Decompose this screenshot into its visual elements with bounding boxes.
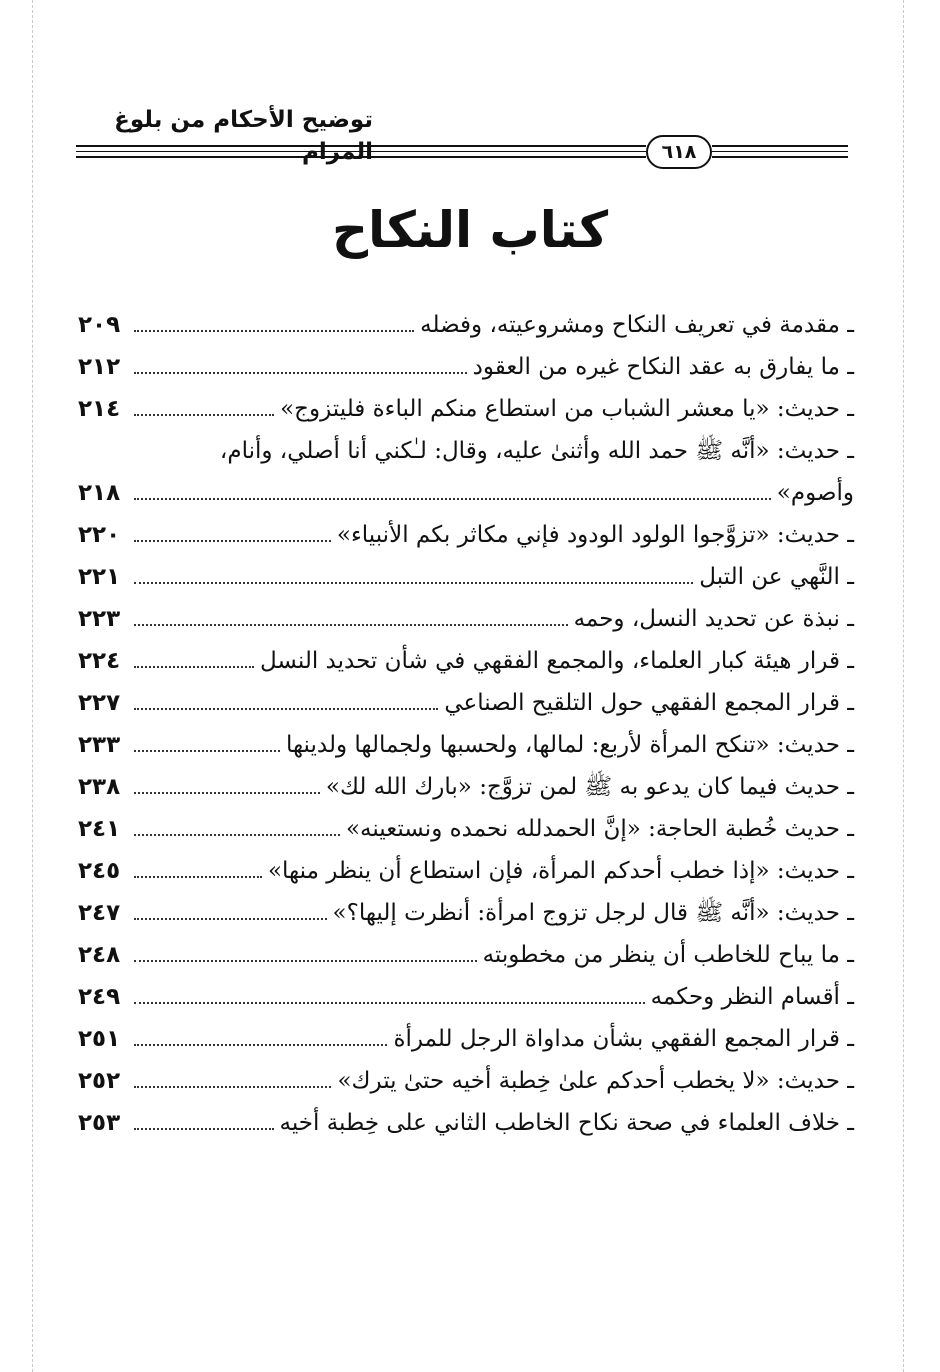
toc-entry [78, 514, 854, 556]
header-rule-left-top [76, 145, 646, 147]
toc-entry-page: ٢٤٧ [78, 900, 121, 926]
running-title: توضيح الأحكام من بلوغ المرام [114, 107, 373, 165]
toc-entry-page: ٢٤٩ [78, 984, 121, 1010]
toc-entry [78, 388, 854, 430]
toc-entry-page: ٢٢٠ [78, 522, 121, 548]
toc-entry [78, 640, 854, 682]
toc-leader-dots [134, 750, 280, 752]
toc-entry-text: ـ حديث: «تنكح المرأة لأربع: لمالها، ولحسبها ولجمالها ولدينها [285, 732, 854, 758]
toc-entry-text: ـ قرار هيئة كبار العلماء، والمجمع الفقهي في شأن تحديد النسل [259, 648, 854, 674]
toc-entry [78, 472, 854, 514]
toc-entry-text: ـ ما يفارق به عقد النكاح غيره من العقود [472, 354, 854, 380]
toc-entry-text: ـ حديث: «لا يخطب أحدكم علىٰ خِطبة أخيه حتىٰ يترك» [337, 1068, 854, 1094]
toc-leader-dots [134, 666, 254, 668]
toc-entry-page: ٢٥٢ [78, 1068, 121, 1094]
toc-entry-page: ٢٤١ [78, 816, 121, 842]
toc-entry-page: ٢٥١ [78, 1026, 121, 1052]
toc-leader-dots [134, 876, 262, 878]
toc-entry [78, 1060, 854, 1102]
table-of-contents [78, 304, 854, 1144]
toc-leader-dots [134, 624, 568, 626]
toc-entry-page: ٢٠٩ [78, 312, 121, 338]
page-edge-right [903, 0, 904, 1372]
toc-entry-text: ـ حديث: «يا معشر الشباب من استطاع منكم الباءة فليتزوج» [280, 396, 854, 422]
toc-leader-dots [134, 498, 771, 500]
toc-leader-dots [134, 540, 331, 542]
toc-entry-page: ٢٣٣ [78, 732, 121, 758]
toc-entry-text: ـ خلاف العلماء في صحة نكاح الخاطب الثاني على خِطبة أخيه [279, 1110, 854, 1136]
toc-entry-page: ٢٢٣ [78, 606, 121, 632]
toc-entry-text: ـ أقسام النظر وحكمه [650, 984, 854, 1010]
toc-entry [78, 934, 854, 976]
toc-leader-dots [134, 834, 340, 836]
toc-leader-dots [134, 372, 467, 374]
toc-leader-dots [134, 960, 477, 962]
toc-leader-dots [134, 330, 414, 332]
header-rule-right-top [712, 145, 848, 147]
header-rule-right-bottom [712, 156, 848, 158]
toc-entry [78, 892, 854, 934]
toc-entry-page: ٢٣٨ [78, 774, 121, 800]
toc-leader-dots [134, 1044, 387, 1046]
toc-entry-page: ٢٤٥ [78, 858, 121, 884]
toc-entry-text: ـ مقدمة في تعريف النكاح ومشروعيته، وفضله [420, 312, 854, 338]
toc-entry [78, 556, 854, 598]
toc-entry-text: ـ حديث خُطبة الحاجة: «إنَّ الحمدلله نحمده ونستعينه» [345, 816, 854, 842]
header-rule-left-bottom [76, 156, 646, 158]
toc-entry-text: ـ حديث: «أنَّه ﷺ قال لرجل تزوج امرأة: أنظرت إليها؟» [332, 900, 854, 926]
toc-entry [78, 598, 854, 640]
toc-entry-page: ٢٢٧ [78, 690, 121, 716]
toc-leader-dots [134, 1086, 331, 1088]
toc-entry [78, 976, 854, 1018]
toc-entry [78, 766, 854, 808]
toc-entry [78, 1018, 854, 1060]
toc-leader-dots [134, 1002, 645, 1004]
toc-entry [78, 850, 854, 892]
toc-entry [78, 724, 854, 766]
toc-leader-dots [134, 708, 438, 710]
toc-entry [78, 682, 854, 724]
toc-entry-page: ٢٥٣ [78, 1110, 121, 1136]
toc-entry [78, 808, 854, 850]
toc-entry [78, 346, 854, 388]
toc-entry-text: ـ ما يباح للخاطب أن ينظر من مخطوبته [482, 942, 854, 968]
toc-entry-first-line [78, 430, 854, 472]
page-edge-left [32, 0, 33, 1372]
toc-entry-page: ٢١٨ [78, 480, 121, 506]
toc-entry-page: ٢٤٨ [78, 942, 121, 968]
page-number-badge [646, 135, 712, 169]
toc-entry-text: ـ النَّهي عن التبل [699, 564, 854, 590]
toc-leader-dots [134, 582, 693, 584]
toc-entry-text: ـ حديث: «إذا خطب أحدكم المرأة، فإن استطاع أن ينظر منها» [267, 858, 854, 884]
toc-entry-continuation: وأصوم» [776, 480, 854, 506]
toc-leader-dots [134, 414, 274, 416]
toc-entry-page: ٢٢٤ [78, 648, 121, 674]
toc-entry-page: ٢٢١ [78, 564, 121, 590]
toc-entry-text: ـ حديث: «تزوَّجوا الولود الودود فإني مكاثر بكم الأنبياء» [336, 522, 854, 548]
toc-entry-text: ـ حديث: «أنَّه ﷺ حمد الله وأثنىٰ عليه، وقال: لـٰكني أنا أصلي، وأنام، [219, 438, 854, 464]
toc-entry-text: ـ نبذة عن تحديد النسل، وحمه [573, 606, 854, 632]
chapter-title: كتاب النكاح [331, 201, 609, 259]
toc-entry [78, 1102, 854, 1144]
toc-leader-dots [134, 1128, 274, 1130]
header-rule-right-middle [712, 151, 848, 152]
toc-entry-page: ٢١٤ [78, 396, 121, 422]
toc-entry [78, 304, 854, 346]
toc-entry-page: ٢١٢ [78, 354, 121, 380]
toc-leader-dots [134, 792, 320, 794]
toc-entry-text: ـ قرار المجمع الفقهي بشأن مداواة الرجل للمرأة [393, 1026, 854, 1052]
page-number: ٦١٨ [661, 141, 697, 163]
toc-entry-text: ـ حديث فيما كان يدعو به ﷺ لمن تزوَّج: «بارك الله لك» [325, 774, 854, 800]
header-rule-left-middle [76, 151, 646, 152]
toc-entry-text: ـ قرار المجمع الفقهي حول التلقيح الصناعي [444, 690, 854, 716]
toc-leader-dots [134, 918, 327, 920]
